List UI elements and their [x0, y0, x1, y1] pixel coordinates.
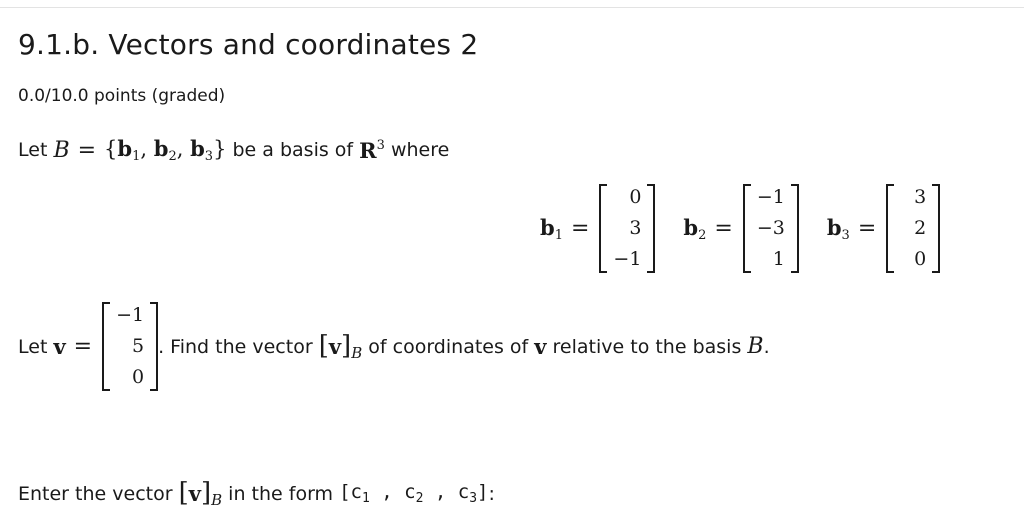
enter-line: Enter the vector $[v]_B$ in the form [$c_1$ , $c_2$ , $c_3$] : [18, 478, 495, 509]
enter-coord-bracket: $[v]_B$ [178, 478, 223, 509]
intro-let: Let [18, 139, 48, 161]
vector-b2: $b_2$ = −1 −3 1 [683, 182, 798, 275]
v-symbol-2: v [534, 334, 547, 359]
enter-text: Enter the vector [18, 482, 173, 505]
v-find-text: . Find the vector [158, 335, 313, 358]
basis-symbol-2: B [747, 334, 764, 359]
basis-vectors [540, 182, 968, 275]
vector-b3: $b_3$ = 3 2 0 [827, 182, 940, 275]
basis-symbol: B [53, 137, 70, 163]
intro-line [18, 136, 449, 164]
v-line: Let v = −1 5 0 . Find the vector $[v]_B$ of coordinates of v relative to the basis B . [18, 300, 770, 393]
intro-middle-text: be a basis of [232, 139, 354, 161]
v-let: Let [18, 335, 48, 358]
enter-form-text: in the form [228, 482, 334, 505]
top-divider [0, 7, 1024, 8]
v-symbol: v [53, 334, 66, 359]
points-status: 0.0/10.0 points (graded) [18, 86, 226, 106]
v-relative-text: relative to the basis [552, 335, 742, 358]
matrix-b2: −1 −3 1 [743, 182, 799, 275]
real-space: $R^3$ [359, 137, 385, 163]
matrix-v: −1 5 0 [102, 300, 158, 393]
basis-set: {$b_1$, $b_2$, $b_3$} [104, 136, 227, 164]
coordinate-form: [$c_1$ , $c_2$ , $c_3$] [339, 481, 489, 506]
page-title: 9.1.b. Vectors and coordinates 2 [18, 28, 479, 61]
matrix-b1: 0 3 −1 [599, 182, 655, 275]
v-equals: = [73, 334, 93, 359]
v-coord-bracket: $[v]_B$ [318, 331, 363, 362]
matrix-b3: 3 2 0 [886, 182, 940, 275]
equals-sign: = [77, 137, 97, 163]
intro-where: where [390, 139, 450, 161]
vector-b1: $b_1$ = 0 3 −1 [540, 182, 655, 275]
v-of-coordinates-text: of coordinates of [368, 335, 529, 358]
